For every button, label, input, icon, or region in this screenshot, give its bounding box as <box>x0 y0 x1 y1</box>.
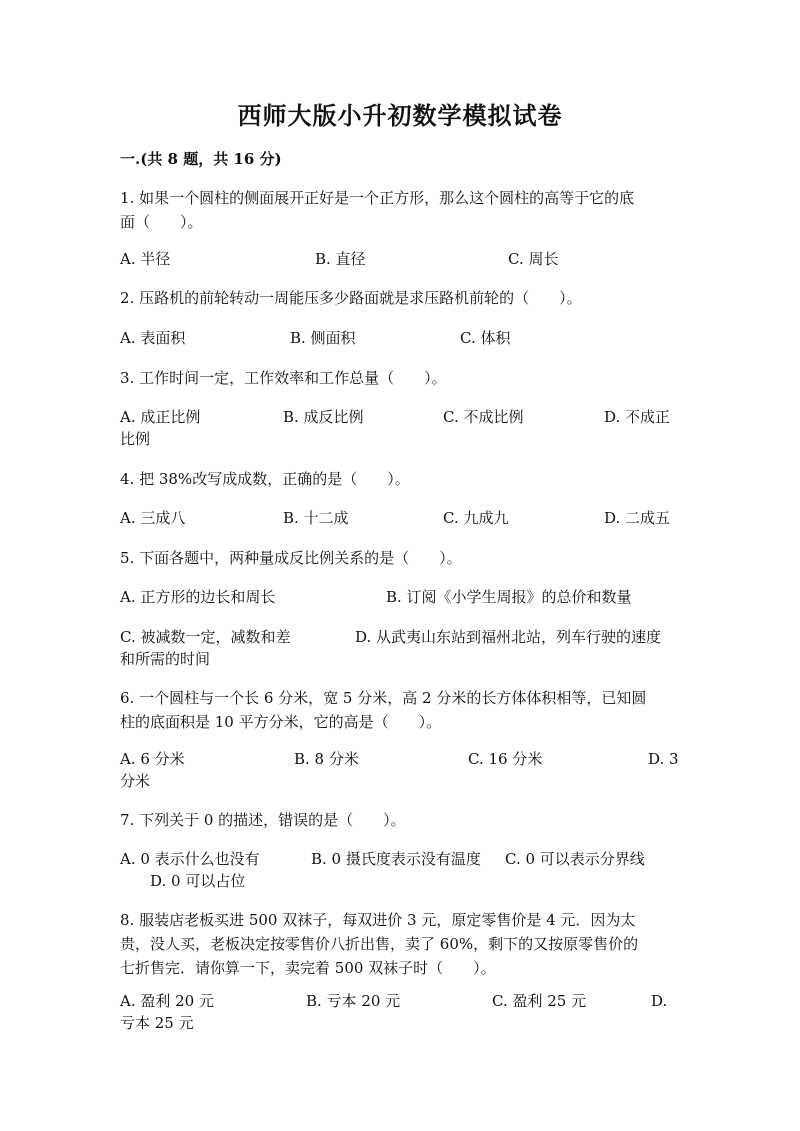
option-d: D. <box>651 992 668 1010</box>
question-3 <box>120 366 680 390</box>
question-text-line: 七折售完．请你算一下，卖完着 500 双袜子时（ ）。 <box>120 959 496 977</box>
question-4 <box>120 467 680 491</box>
option-b: B. 0 摄氏度表示没有温度 <box>311 850 481 868</box>
question-text-line: 2. 压路机的前轮转动一周能压多少路面就是求压路机前轮的（ ）。 <box>120 289 582 307</box>
option-c: C. 盈利 25 元 <box>492 992 587 1010</box>
option-c: C. 0 可以表示分界线 <box>505 850 645 868</box>
question-2 <box>120 286 680 310</box>
option-b: B. 十二成 <box>283 509 349 527</box>
page-title: 西师大版小升初数学模拟试卷 <box>237 101 563 130</box>
option-b: B. 订阅《小学生周报》的总价和数量 <box>386 588 632 606</box>
option-b: B. 8 分米 <box>294 750 359 768</box>
question-text-line: 7. 下列关于 0 的描述，错误的是（ ）。 <box>120 811 406 829</box>
option-b: B. 直径 <box>315 250 366 268</box>
option-a: A. 盈利 20 元 <box>120 992 214 1010</box>
option-d-continued: 亏本 25 元 <box>120 1014 194 1032</box>
option-a: A. 三成八 <box>120 509 186 527</box>
option-d: D. 0 可以占位 <box>150 872 246 890</box>
option-d: D. 二成五 <box>604 509 671 527</box>
option-b: B. 成反比例 <box>283 408 364 426</box>
question-text-line: 4. 把 38%改写成成数，正确的是（ ）。 <box>120 470 410 488</box>
option-b: B. 侧面积 <box>290 329 356 347</box>
question-text-line: 1. 如果一个圆柱的侧面展开正好是一个正方形，那么这个圆柱的高等于它的底 <box>120 189 635 207</box>
question-text-line: 3. 工作时间一定，工作效率和工作总量（ ）。 <box>120 369 447 387</box>
option-a: A. 正方形的边长和周长 <box>120 588 276 606</box>
question-1 <box>120 186 680 234</box>
option-a: A. 表面积 <box>120 329 186 347</box>
question-text-line: 柱的底面积是 10 平方分米，它的高是（ ）。 <box>120 713 442 731</box>
option-c: C. 体积 <box>460 329 511 347</box>
option-c: C. 周长 <box>508 250 559 268</box>
question-8 <box>120 908 680 980</box>
question-6 <box>120 686 680 734</box>
question-text-line: 贵，没人买，老板决定按零售价八折出售，卖了 60%，剩下的又按原零售价的 <box>120 935 639 953</box>
option-c: C. 16 分米 <box>468 750 543 768</box>
option-d: D. 不成正 <box>604 408 671 426</box>
option-a: A. 成正比例 <box>120 408 201 426</box>
option-d: D. 从武夷山东站到福州北站，列车行驶的速度 <box>355 628 662 646</box>
section-heading: 一.(共 8 题，共 16 分) <box>120 150 282 168</box>
option-c: C. 不成比例 <box>443 408 524 426</box>
question-7 <box>120 808 680 832</box>
option-c: C. 九成九 <box>443 509 509 527</box>
question-text-line: 面（ ）。 <box>120 213 203 231</box>
question-text-line: 6. 一个圆柱与一个长 6 分米，宽 5 分米，高 2 分米的长方体体积相等，已知圆 <box>120 689 647 707</box>
question-5 <box>120 546 680 570</box>
option-b: B. 亏本 20 元 <box>306 992 401 1010</box>
option-d: D. 3 <box>648 750 679 768</box>
option-a: A. 6 分米 <box>120 750 185 768</box>
option-d-continued: 比例 <box>120 430 151 448</box>
option-a: A. 0 表示什么也没有 <box>120 850 260 868</box>
option-d-continued: 和所需的时间 <box>120 650 211 668</box>
option-d-continued: 分米 <box>120 772 151 790</box>
option-c: C. 被减数一定，减数和差 <box>120 628 291 646</box>
question-text-line: 5. 下面各题中，两种量成反比例关系的是（ ）。 <box>120 549 462 567</box>
question-text-line: 8. 服装店老板买进 500 双袜子，每双进价 3 元，原定零售价是 4 元．因为太 <box>120 911 636 929</box>
option-a: A. 半径 <box>120 250 171 268</box>
